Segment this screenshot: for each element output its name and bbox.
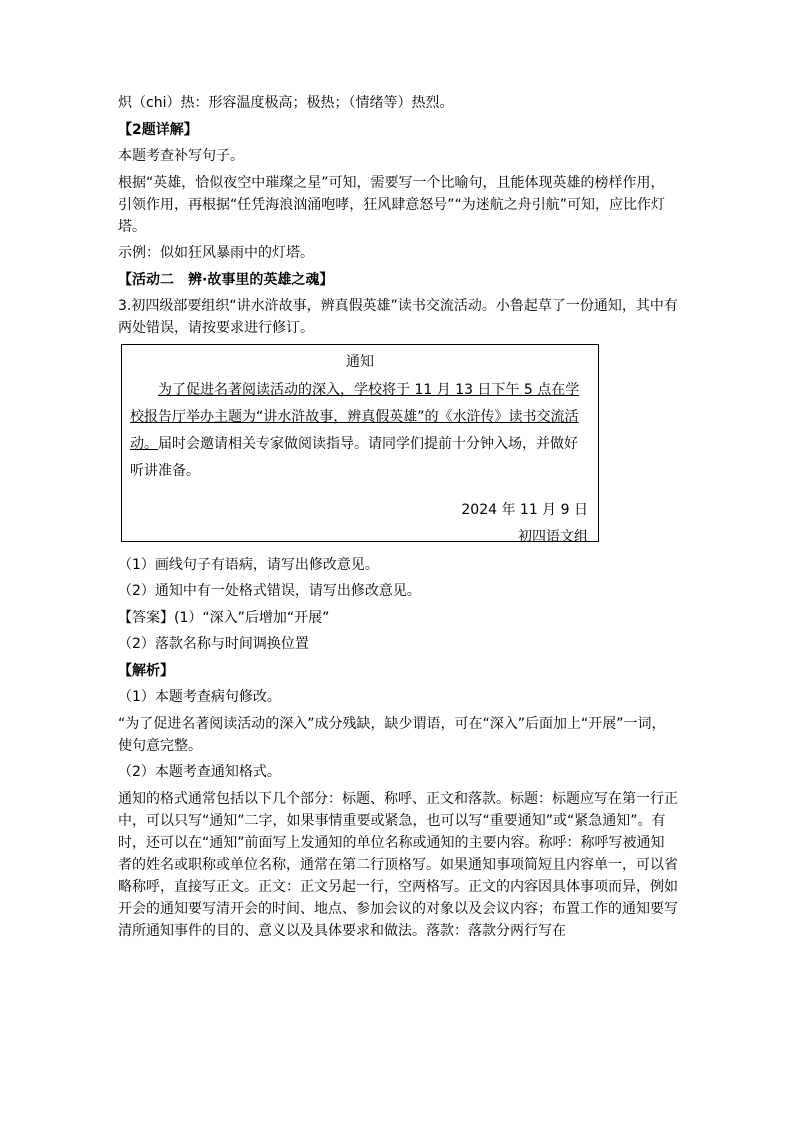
notice-underlined-sentence: 为了促进名著阅读活动的深入，学校将于 11 月 13 日下午 5 点在学校报告厅举办主题为“讲水浒故事，辨真假英雄”的《水浒传》读书交流活动。 [130,381,580,452]
analysis-2-detail: 通知的格式通常包括以下几个部分：标题、称呼、正文和落款。标题：标题应写在第一行正中，可以只写“通知”二字，如果事情重要或紧急，也可以写“重要通知”或“紧急通知”。有时，还可以在“通知”前面写上发通知的单位名称或通知的主要内容。称呼：称呼写被通知者的姓名或职称或单位名称，通常在第二行顶格写。如果通知事项简短且内容单一，可以省略称呼，直接写正文。正文：正文另起一行，空两格写。正文的内容因具体事项而异，例如开会的通知要写清开会的时间、地点、参加会议的对象以及会议内容；布置工作的通知要写清所通知事件的目的、意义以及具体要求和做法。落款：落款分两行写在 [118,790,678,939]
answer-line-1: 【答案】(1）“深入”后增加“开展” [118,609,330,626]
section-heading-q2: 【2题详解】 [118,121,198,138]
activity-two-heading: 【活动二 辨·故事里的英雄之魂】 [118,271,334,288]
answer-line-2: （2）落款名称与时间调换位置 [118,636,309,652]
paragraph-q2-topic: 本题考查补写句子。 [118,148,244,164]
notice-signature: 初四语文组 [518,528,588,545]
notice-body [130,377,590,485]
question-3-prompt: 3.初四级部要组织“讲水浒故事，辨真假英雄”读书交流活动。小鲁起草了一份通知，其中有两处错误，请按要求进行修订。 [118,298,678,336]
analysis-1-topic: （1）本题考查病句修改。 [118,689,281,705]
paragraph-chi-re: 炽（chi）热：形容温度极高；极热；（情绪等）热烈。 [118,95,454,111]
notice-body-rest: 届时会邀请相关专家做阅读指导。请同学们提前十分钟入场，并做好听讲准备。 [130,435,578,479]
sub-question-2: （2）通知中有一处格式错误，请写出修改意见。 [118,583,421,599]
paragraph-q2-reasoning: 根据“英雄，恰似夜空中璀璨之星”可知，需要写一个比喻句，且能体现英雄的榜样作用，引领作用，再根据“任凭海浪汹涌咆哮，狂风肆意怒号”“为迷航之舟引航”可知，应比作灯塔。 [118,174,666,235]
notice-box [121,344,599,545]
document-page [118,92,678,946]
notice-date: 2024 年 11 月 9 日 [461,501,588,518]
analysis-1-detail: “为了促进名著阅读活动的深入”成分残缺，缺少谓语，可在“深入”后面加上“开展”一词，使句意完整。 [118,715,666,754]
notice-title: 通知 [346,353,374,370]
sub-question-1: （1）画线句子有语病，请写出修改意见。 [118,556,379,573]
analysis-heading: 【解析】 [118,662,174,679]
paragraph-q2-example: 示例：似如狂风暴雨中的灯塔。 [118,245,314,261]
analysis-2-topic: （2）本题考查通知格式。 [118,764,281,780]
